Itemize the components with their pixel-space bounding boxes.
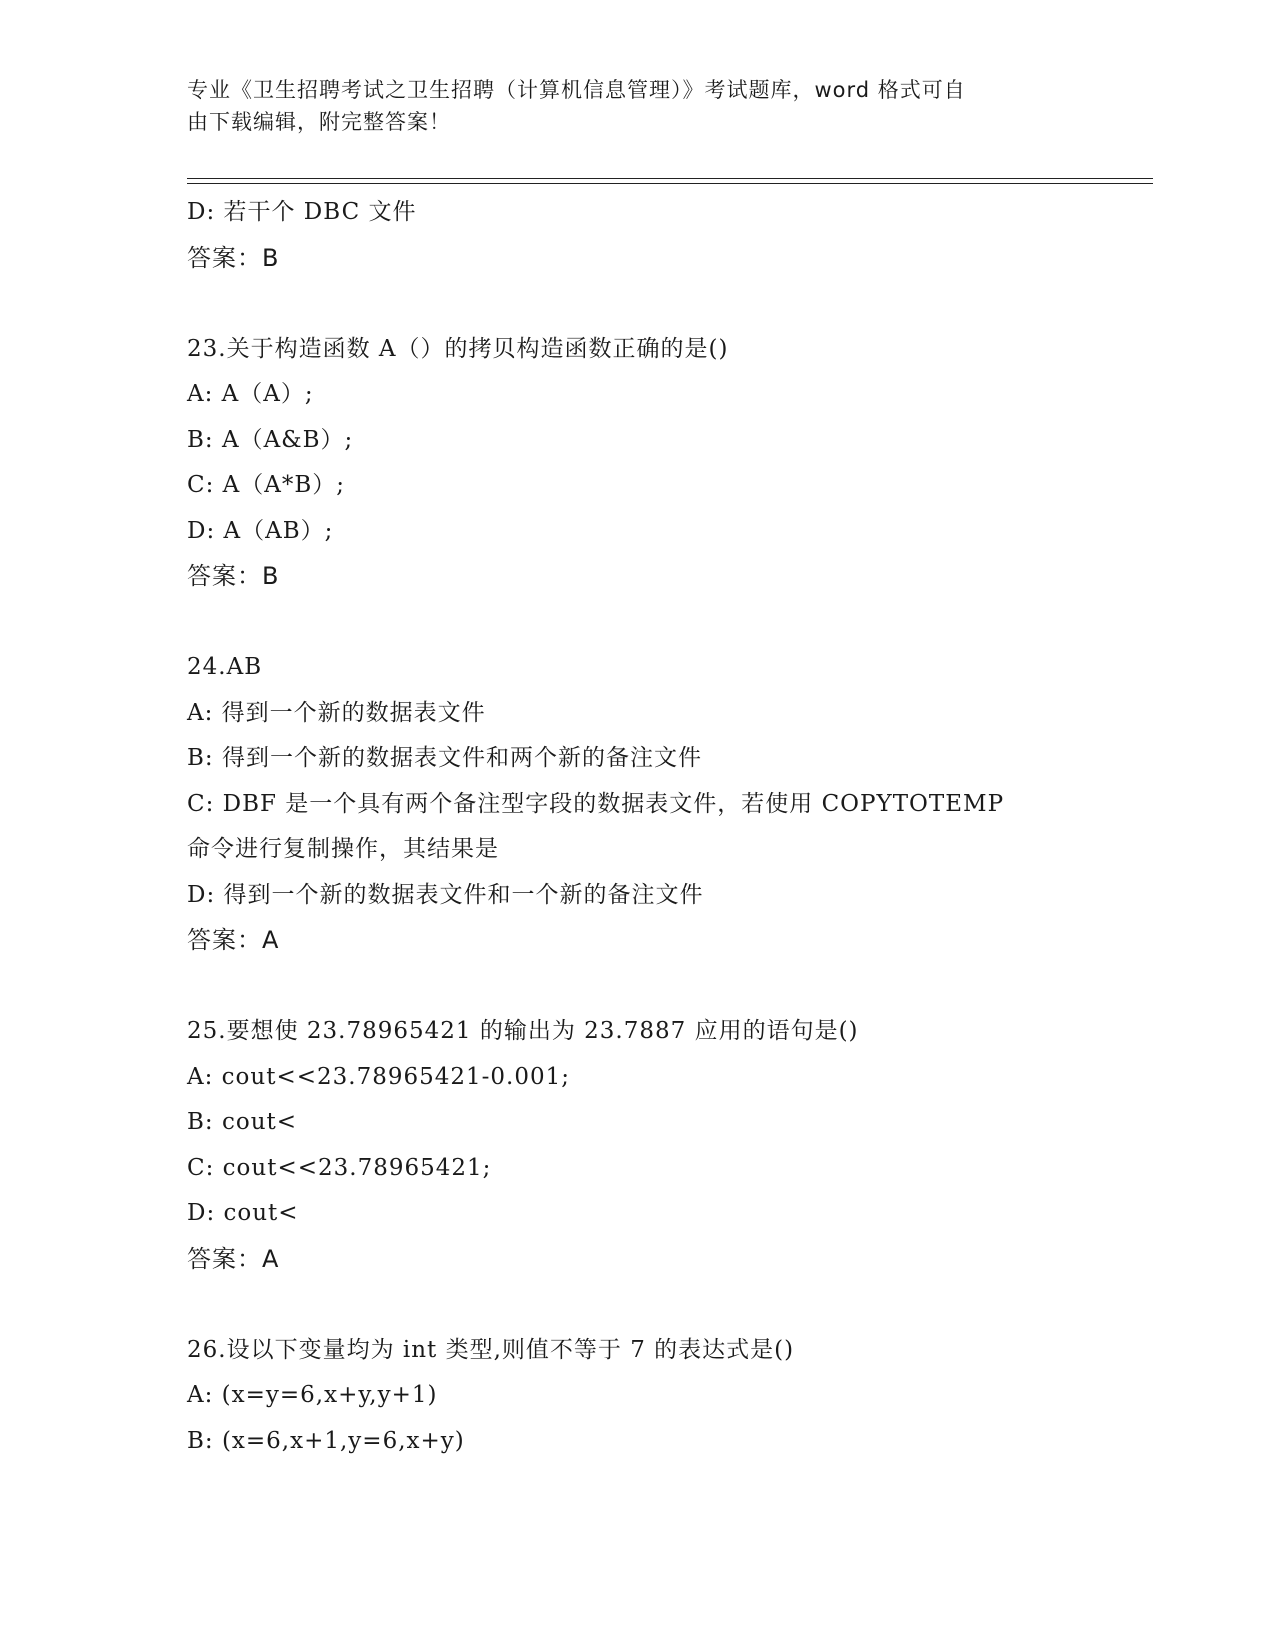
block-spacer xyxy=(187,600,1153,646)
question-line: A: 得到一个新的数据表文件 xyxy=(187,699,486,726)
question-line: D: 得到一个新的数据表文件和一个新的备注文件 xyxy=(187,881,704,908)
block-spacer xyxy=(187,1282,1153,1328)
question-block xyxy=(187,645,1153,964)
answer-line: 答案：B xyxy=(187,562,280,590)
question-line: B: 得到一个新的数据表文件和两个新的备注文件 xyxy=(187,745,702,771)
header-line-2: 由下载编辑，附完整答案！ xyxy=(187,110,451,134)
header-divider-bottom xyxy=(187,183,1153,184)
question-line: D: cout< xyxy=(187,1200,299,1226)
question-line: 25.要想使 23.78965421 的输出为 23.7887 应用的语句是() xyxy=(187,1018,859,1044)
question-line: C: cout<<23.78965421; xyxy=(187,1154,492,1181)
answer-line: 答案：A xyxy=(187,1244,280,1273)
question-line: 命令进行复制操作，其结果是 xyxy=(187,836,499,862)
question-block xyxy=(187,190,1153,281)
document-header xyxy=(187,74,1067,138)
question-line: 26.设以下变量均为 int 类型,则值不等于 7 的表达式是() xyxy=(187,1336,795,1363)
question-line: 24.AB xyxy=(187,654,263,680)
block-spacer xyxy=(187,964,1153,1010)
header-divider-top xyxy=(187,178,1153,179)
header-line-1: 专业《卫生招聘考试之卫生招聘（计算机信息管理）》考试题库，word 格式可自 xyxy=(187,78,966,102)
question-line: C: A（A*B）; xyxy=(187,472,346,498)
question-line: B: (x=6,x+1,y=6,x+y) xyxy=(187,1427,465,1454)
question-list xyxy=(187,190,1153,1464)
question-line: A: (x=y=6,x+y,y+1) xyxy=(187,1382,438,1408)
question-block xyxy=(187,1009,1153,1282)
answer-line: 答案：A xyxy=(187,926,280,954)
question-line: D: 若干个 DBC 文件 xyxy=(187,199,417,225)
answer-line: 答案：B xyxy=(187,243,280,272)
question-line: D: A（AB）; xyxy=(187,517,334,544)
question-line: B: A（A&B）; xyxy=(187,426,354,453)
question-line: B: cout< xyxy=(187,1109,298,1135)
question-block xyxy=(187,1328,1153,1465)
question-line: A: A（A）; xyxy=(187,381,314,407)
question-line: 23.关于构造函数 A（）的拷贝构造函数正确的是() xyxy=(187,335,729,362)
block-spacer xyxy=(187,281,1153,327)
question-line: C: DBF 是一个具有两个备注型字段的数据表文件，若使用 COPYTOTEMP xyxy=(187,790,1005,817)
question-line: A: cout<<23.78965421-0.001; xyxy=(187,1063,571,1090)
question-block xyxy=(187,327,1153,600)
